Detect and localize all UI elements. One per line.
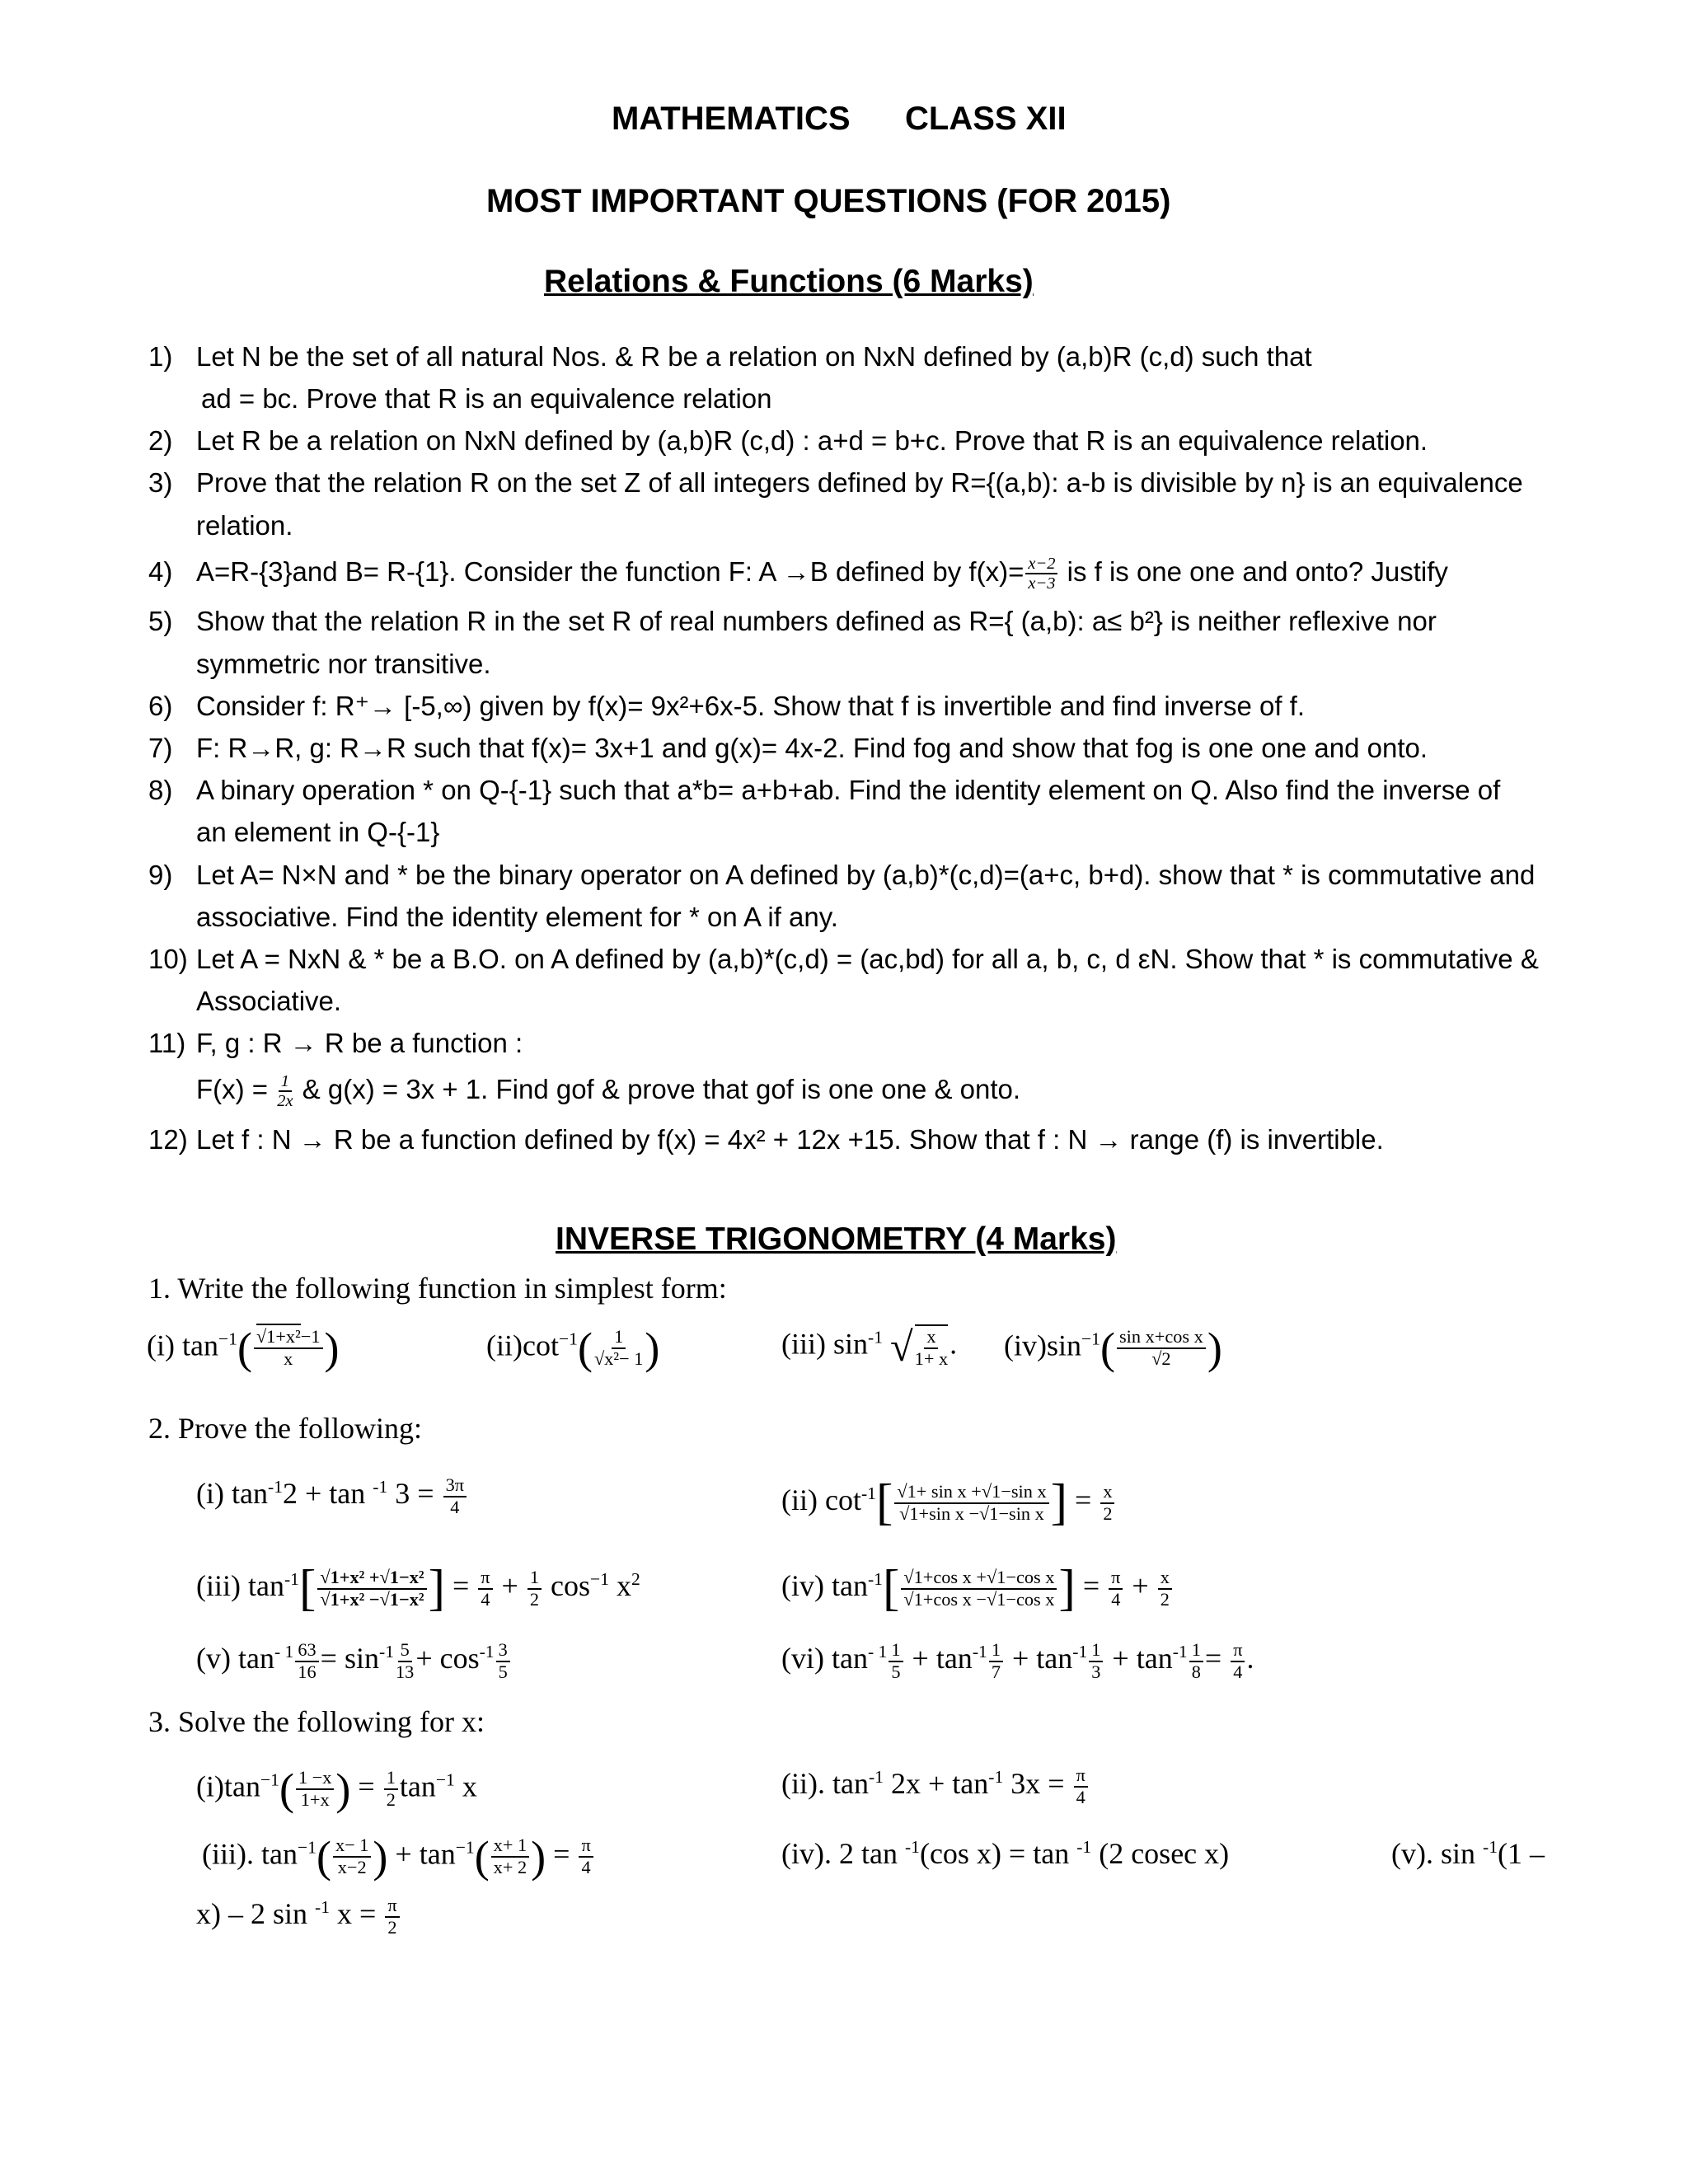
q2-part-vi: (vi) $\tan^{- 1}$ $\frac{1}{5}$ + $\tan^{-1}$ $\frac{1}{7}$ + $\tan^{-1}$ $\frac{1}{3}$ + $\tan^{-1}$ $\frac{1}{8}$ = $\frac{\pi}{4}$ . [781,1639,1254,1682]
q3-part-iv: (iv). 2 tan $^{-1}$(cos x) = tan $^{-1}$ (2 cosec x) [781,1837,1230,1870]
subject-title: MATHEMATICS [612,101,851,137]
q3-part-v-cont: x) – 2 sin $^{-1}$ x = $\frac{\pi}{2}$ [196,1896,401,1938]
q1-part-ii: $(ii)\cot^{-1}$( $\frac{1}{\text{√x²− 1}}$ ) [486,1324,660,1373]
question-1-prompt: 1. Write the following function in simplest form: [148,1272,727,1305]
q1-part-iii: (iii) $\sin^{-1}$ √ $\frac{x}{1+ x}$ . [781,1324,958,1370]
q2-part-i: (i) $\tan^{-1}2 + \tan ^{-1}$ 3 = $\frac{3\pi}{4}$ [196,1475,468,1517]
q1-part-i: (i) $\tan^{-1}$( $\frac{\text{√1+x²−1}}{x}$ ) [147,1324,340,1373]
q3-part-v: (v). sin $^{-1}$(1 – [1391,1837,1545,1870]
question-2-prompt: 2. Prove the following: [148,1412,422,1445]
q3-part-i: $(i)\tan^{-1}$( $\frac{1 -x}{1+x}$ ) = $\frac{1}{2}$ $\tan^{-1} x$ [196,1765,477,1814]
q3-part-ii: (ii). $\tan^{-1} 2x + \tan^{-1} 3x$ = $\frac{\pi}{4}$ [781,1765,1090,1807]
q3-part-iii: (iii). $\tan^{-1}$( $\frac{x- 1}{x-2}$ ) + $\tan^{-1}$( $\frac{x+ 1}{x+ 2}$ ) = $\frac{\pi}{4}$ [202,1831,595,1882]
class-title: CLASS XII [905,101,1067,137]
q2-part-iv: (iv) $\tan^{-1}$[ $\frac{\text{√1+cos x +√1−cos x}}{\text{√1+cos x −√1−cos x}}$ ] = $\frac{\pi}{4}$ + $\frac{x}{2}$ [781,1559,1174,1618]
inverse-trig-heading: INVERSE TRIGONOMETRY (4 Marks) [556,1221,1117,1257]
relations-heading: Relations & Functions (6 Marks) [544,264,1034,299]
q2-part-v: (v) $\tan^{- 1}$ $\frac{63}{16}$ = $\sin^{-1}$ $\frac{5}{13}$ + $\cos^{-1}$ $\frac{3}{5}$ [196,1640,512,1682]
page-subtitle: MOST IMPORTANT QUESTIONS (FOR 2015) [486,183,1171,219]
question-3-prompt: 3. Solve the following for x: [148,1705,485,1738]
q2-part-ii: (ii) $\cot^{-1}$[ $\frac{\text{√1+ sin x +√1−sin x}}{\text{√1+sin x −√1−sin x}}$ ] = $\frac{x}{2}$ [781,1474,1116,1532]
q1-part-iv: $(iv)\sin^{-1}$( $\frac{\text{sin x+cos x}}{√2}$ ) [1004,1324,1222,1373]
document-page: MATHEMATICS CLASS XII MOST IMPORTANT QUESTIONS (FOR 2015) Relations & Functions (6 Marks) 1) Let N be the set of all natural Nos. & R be a relation on NxN defined by (a,b)R (c,d) such that ad = bc. Prove that R is an equivalence relation 2) Let R be a relation on NxN defined by (a,b)R (c,d) : a+d = b+c. Prove that R is an equivalence relation. 3) Prove that the relation R on the set Z of all integers defined by R={(a,b): a-b is divisible by n} is an equivalence relation. 4) A=R-{3}and B= R-{1}. Consider the function F: A →B defined by f(x)= $\frac{x-2}{x-3}$ is f is one one and onto? Justify 5) Show that the relation R in the set R of real numbers defined as R={ (a,b): a≤ b²} is neither reflexive nor symmetric nor transitive. 6) Consider f: R⁺→ [-5,∞) given by f(x)= 9x²+6x-5. Show that f is invertible and find inverse of f. 7) F: R→R, g: R→R such that f(x)= 3x+1 and g(x)= 4x-2. Find fog and show that fog is one one and onto. 8) A binary operation * on Q-{-1} such that a*b= a+b+ab. Find the identity element on Q. Also find the inverse of an element in Q-{-1} 9) Let A= N×N and * be the binary operator on A defined by (a,b)*(c,d)=(a+c, b+d). show that * is commutative and associative. Find the identity element for * on A if any. 10) Let A = NxN & * be a B.O. on A defined by (a,b)*(c,d) = (ac,bd) for all a, b, c, d εN. Show that * is commutative & Associative. 11) F, g : R → R be a function : F(x) = $\frac{1}{2x}$ & g(x) = 3x + 1. Find gof & prove that gof is one one & onto. 12) Let f : N → R be a function defined by f(x) = 4x² + 12x +15. Show that f : N → range (f) is invertible. INVERSE TRIGONOMETRY (4 Marks) 1. Write the following function in simplest form: (i) $\tan^{-1}$( $\frac{\text{√1+x²−1}}{x}$ ) $(ii)\cot^{-1}$( $\frac{1}{\text{√x²− 1}}$ ) (iii) $\sin^{-1}$ √ $\frac{x}{1+ x}$ . $(iv)\sin^{-1}$( $\frac{\text{sin x+cos x}}{√2}$ ) 2. Prove the following: (i) $\tan^{-1}2 + \tan ^{-1}$ 3 = $\frac{3\pi}{4}$ (ii) $\cot^{-1}$[ $\frac{\text{√1+ sin x +√1−sin x}}{\text{√1+sin x −√1−sin x}}$ ] = $\frac{x}{2}$ (iii) $\tan^{-1}$[ $\frac{\text{√1+x² +√1−x²}}{\text{√1+x² −√1−x²}}$ ] = $\frac{\pi}{4}$ + $\frac{1}{2}$ $\cos^{-1} x^2$ (iv) $\tan^{-1}$[ $\frac{\text{√1+cos x +√1−cos x}}{\text{√1+cos x −√1−cos x}}$ ] = $\frac{\pi}{4}$ + $\frac{x}{2}$ (v) $\tan^{- 1}$ $\frac{63}{16}$ = $\sin^{-1}$ $\frac{5}{13}$ + $\cos^{-1}$ $\frac{3}{5}$ (vi) $\tan^{- 1}$ $\frac{1}{5}$ + $\tan^{-1}$ $\frac{1}{7}$ + $\tan^{-1}$ $\frac{1}{3}$ + $\tan^{-1}$ $\frac{1}{8}$ = $\frac{\pi}{4}$ . 3. Solve the following for x: $(i)\tan^{-1}$( $\frac{1 -x}{1+x}$ ) = $\frac{1}{2}$ $\tan^{-1} x$ (ii). $\tan^{-1} 2x + \tan^{-1} 3x$ = $\frac{\pi}{4}$ (iii). $\tan^{-1}$( $\frac{x- 1}{x-2}$ ) + $\tan^{-1}$( $\frac{x+ 1}{x+ 2}$ ) = $\frac{\pi}{4}$ (iv). 2 tan $^{-1}$(cos x) = tan $^{-1}$ (2 cosec x) (v). sin $^{-1}$(1 – x) – 2 sin $^{-1}$ x = $\frac{\pi}{2}$ [147,101,1545,1938]
q2-part-iii: (iii) $\tan^{-1}$[ $\frac{\text{√1+x² +√1−x²}}{\text{√1+x² −√1−x²}}$ ] = $\frac{\pi}{4}$ + $\frac{1}{2}$ $\cos^{-1} x^2$ [196,1560,640,1616]
